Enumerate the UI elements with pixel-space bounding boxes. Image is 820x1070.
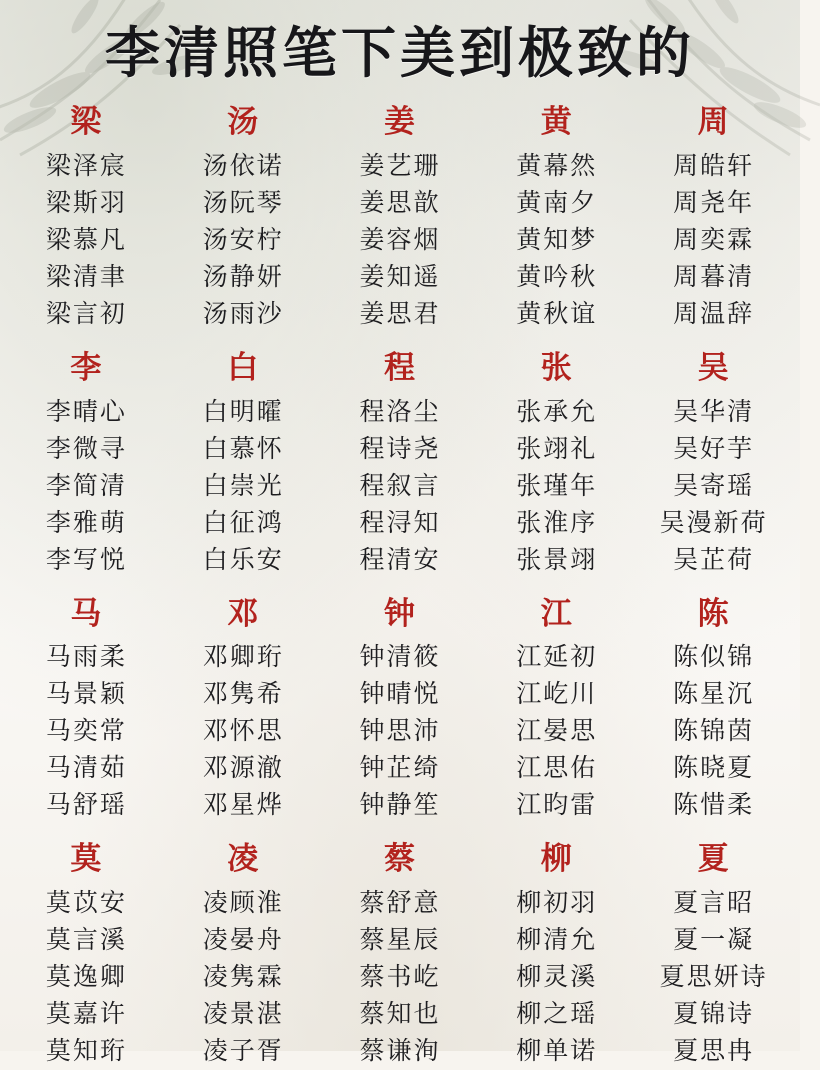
group-name-list — [635, 639, 792, 824]
list-item: 程清安 — [359, 546, 441, 574]
list-item: 陈晓夏 — [673, 755, 755, 783]
name-group — [8, 349, 165, 579]
group-name-list — [635, 148, 792, 333]
list-item: 张景翊 — [516, 546, 598, 574]
list-item: 张瑾年 — [516, 472, 598, 500]
list-item: 蔡谦洵 — [359, 1038, 441, 1065]
list-item: 凌晏舟 — [202, 927, 284, 954]
list-item: 莫言溪 — [45, 927, 127, 954]
list-item: 李简清 — [45, 472, 127, 500]
list-item: 钟晴悦 — [359, 681, 441, 709]
list-item: 邓星烨 — [202, 792, 284, 820]
group-name-list — [165, 394, 322, 579]
name-group — [8, 103, 165, 333]
name-group — [635, 840, 792, 1070]
name-group — [322, 595, 479, 825]
list-item: 黄秋谊 — [516, 300, 598, 328]
list-item: 汤阮琴 — [202, 189, 284, 217]
name-group — [635, 595, 792, 825]
list-item: 姜思君 — [359, 300, 441, 328]
group-name-list — [635, 885, 792, 1070]
name-group — [635, 349, 792, 579]
group-surname: 凌 — [227, 841, 260, 877]
list-item: 周暮清 — [673, 263, 755, 291]
list-item: 马舒瑶 — [45, 792, 127, 820]
list-item: 蔡书屹 — [359, 964, 441, 991]
group-name-list — [322, 885, 479, 1070]
list-item: 夏思冉 — [673, 1038, 755, 1065]
list-item: 邓隽希 — [202, 681, 284, 709]
list-item: 姜艺珊 — [359, 152, 441, 180]
name-group — [322, 840, 479, 1070]
list-item: 钟思沛 — [359, 718, 441, 746]
group-surname: 张 — [540, 349, 573, 385]
list-item: 张翊礼 — [516, 435, 598, 463]
list-item: 马清茹 — [45, 755, 127, 783]
group-surname: 江 — [540, 595, 573, 631]
list-item: 陈锦茵 — [673, 718, 755, 746]
list-item: 李微寻 — [45, 435, 127, 463]
list-item: 吴芷荷 — [673, 546, 755, 574]
name-group — [478, 840, 635, 1070]
list-item: 周皓轩 — [673, 152, 755, 180]
list-item: 陈星沉 — [673, 681, 755, 709]
group-surname: 白 — [227, 349, 260, 385]
list-item: 黄幕然 — [516, 152, 598, 180]
list-item: 梁慕凡 — [45, 226, 127, 254]
list-item: 江昀雷 — [516, 792, 598, 820]
list-item: 周尧年 — [673, 189, 755, 217]
group-surname: 邓 — [227, 595, 260, 631]
group-name-list — [322, 394, 479, 579]
list-item: 黄南夕 — [516, 189, 598, 217]
list-item: 柳初羽 — [516, 890, 598, 917]
group-name-list — [165, 148, 322, 333]
list-item: 邓源澈 — [202, 755, 284, 783]
list-item: 邓卿珩 — [202, 644, 284, 672]
group-name-list — [322, 639, 479, 824]
list-item: 莫嘉许 — [45, 1001, 127, 1028]
list-item: 莫知珩 — [45, 1038, 127, 1065]
name-group — [165, 349, 322, 579]
list-item: 张淮序 — [516, 509, 598, 537]
group-name-list — [635, 394, 792, 579]
group-surname: 陈 — [697, 595, 730, 631]
list-item: 黄知梦 — [516, 226, 598, 254]
group-surname: 夏 — [697, 841, 730, 877]
list-item: 蔡舒意 — [359, 890, 441, 917]
list-item: 白明曤 — [202, 398, 284, 426]
group-surname: 周 — [697, 104, 730, 139]
list-item: 白慕怀 — [202, 435, 284, 463]
list-item: 姜思歆 — [359, 189, 441, 217]
list-item: 程叙言 — [359, 472, 441, 500]
name-group — [165, 595, 322, 825]
list-item: 夏一凝 — [673, 927, 755, 954]
list-item: 马雨柔 — [45, 644, 127, 672]
list-item: 吴漫新荷 — [659, 509, 768, 537]
group-surname: 李 — [70, 349, 103, 385]
list-item: 江晏思 — [516, 718, 598, 746]
list-item: 邓怀思 — [202, 718, 284, 746]
list-item: 马奕常 — [45, 718, 127, 746]
name-group — [8, 595, 165, 825]
name-group — [165, 840, 322, 1070]
group-name-list — [478, 639, 635, 824]
group-name-list — [478, 885, 635, 1070]
list-item: 蔡星辰 — [359, 927, 441, 954]
list-item: 李雅萌 — [45, 509, 127, 537]
list-item: 钟静笙 — [359, 792, 441, 820]
list-item: 梁斯羽 — [45, 189, 127, 217]
list-item: 陈惜柔 — [673, 792, 755, 820]
group-name-list — [8, 394, 165, 579]
list-item: 汤安柠 — [202, 226, 284, 254]
list-item: 钟芷绮 — [359, 755, 441, 783]
name-group — [8, 840, 165, 1070]
list-item: 汤静妍 — [202, 263, 284, 291]
list-item: 周温辞 — [673, 300, 755, 328]
group-surname: 柳 — [540, 841, 573, 877]
list-item: 凌景湛 — [202, 1001, 284, 1028]
list-item: 李写悦 — [45, 546, 127, 574]
list-item: 柳之瑶 — [516, 1001, 598, 1028]
group-name-list — [8, 639, 165, 824]
group-name-list — [322, 148, 479, 333]
list-item: 夏思妍诗 — [659, 964, 768, 991]
list-item: 江思佑 — [516, 755, 598, 783]
list-item: 凌子胥 — [202, 1038, 284, 1065]
page-title: 李清照笔下美到极致的 — [104, 23, 695, 84]
list-item: 姜容烟 — [359, 226, 441, 254]
list-item: 柳单诺 — [516, 1038, 598, 1065]
name-group — [322, 349, 479, 579]
list-item: 白崇光 — [202, 472, 284, 500]
list-item: 李晴心 — [45, 398, 127, 426]
list-item: 陈似锦 — [673, 644, 755, 672]
name-group — [635, 103, 792, 333]
list-item: 夏锦诗 — [673, 1001, 755, 1028]
group-surname: 程 — [383, 349, 416, 385]
list-item: 张承允 — [516, 398, 598, 426]
list-item: 梁泽宸 — [45, 152, 127, 180]
group-surname: 吴 — [697, 349, 730, 385]
group-name-list — [8, 148, 165, 333]
group-surname: 钟 — [383, 595, 416, 631]
list-item: 钟清筱 — [359, 644, 441, 672]
list-item: 汤雨沙 — [202, 300, 284, 328]
list-item: 梁言初 — [45, 300, 127, 328]
list-item: 凌隽霖 — [202, 964, 284, 991]
name-group — [478, 349, 635, 579]
group-surname: 姜 — [383, 104, 416, 139]
name-group — [165, 103, 322, 333]
group-name-list — [478, 394, 635, 579]
group-surname: 莫 — [70, 841, 103, 877]
group-name-list — [478, 148, 635, 333]
name-group — [322, 103, 479, 333]
list-item: 程浔知 — [359, 509, 441, 537]
list-item: 莫苡安 — [45, 890, 127, 917]
name-group — [478, 103, 635, 333]
list-item: 凌顾淮 — [202, 890, 284, 917]
group-name-list — [165, 639, 322, 824]
list-item: 白乐安 — [202, 546, 284, 574]
name-groups-grid — [8, 103, 792, 1070]
list-item: 蔡知也 — [359, 1001, 441, 1028]
list-item: 吴寄瑶 — [673, 472, 755, 500]
list-item: 程洛尘 — [359, 398, 441, 426]
list-item: 莫逸卿 — [45, 964, 127, 991]
list-item: 江延初 — [516, 644, 598, 672]
group-surname: 蔡 — [383, 841, 416, 877]
group-name-list — [8, 885, 165, 1070]
list-item: 夏言昭 — [673, 890, 755, 917]
group-name-list — [165, 885, 322, 1070]
group-surname: 黄 — [540, 104, 573, 139]
group-surname: 梁 — [70, 104, 103, 139]
list-item: 柳灵溪 — [516, 964, 598, 991]
name-group — [478, 595, 635, 825]
list-item: 吴好芋 — [673, 435, 755, 463]
list-item: 黄吟秋 — [516, 263, 598, 291]
list-item: 程诗尧 — [359, 435, 441, 463]
list-item: 梁清聿 — [45, 263, 127, 291]
list-item: 汤依诺 — [202, 152, 284, 180]
list-item: 白征鸿 — [202, 509, 284, 537]
group-surname: 马 — [70, 595, 103, 631]
list-item: 江屹川 — [516, 681, 598, 709]
list-item: 吴华清 — [673, 398, 755, 426]
group-surname: 汤 — [227, 104, 260, 139]
list-item: 周奕霖 — [673, 226, 755, 254]
list-item: 马景颖 — [45, 681, 127, 709]
list-item: 姜知遥 — [359, 263, 441, 291]
list-item: 柳清允 — [516, 927, 598, 954]
